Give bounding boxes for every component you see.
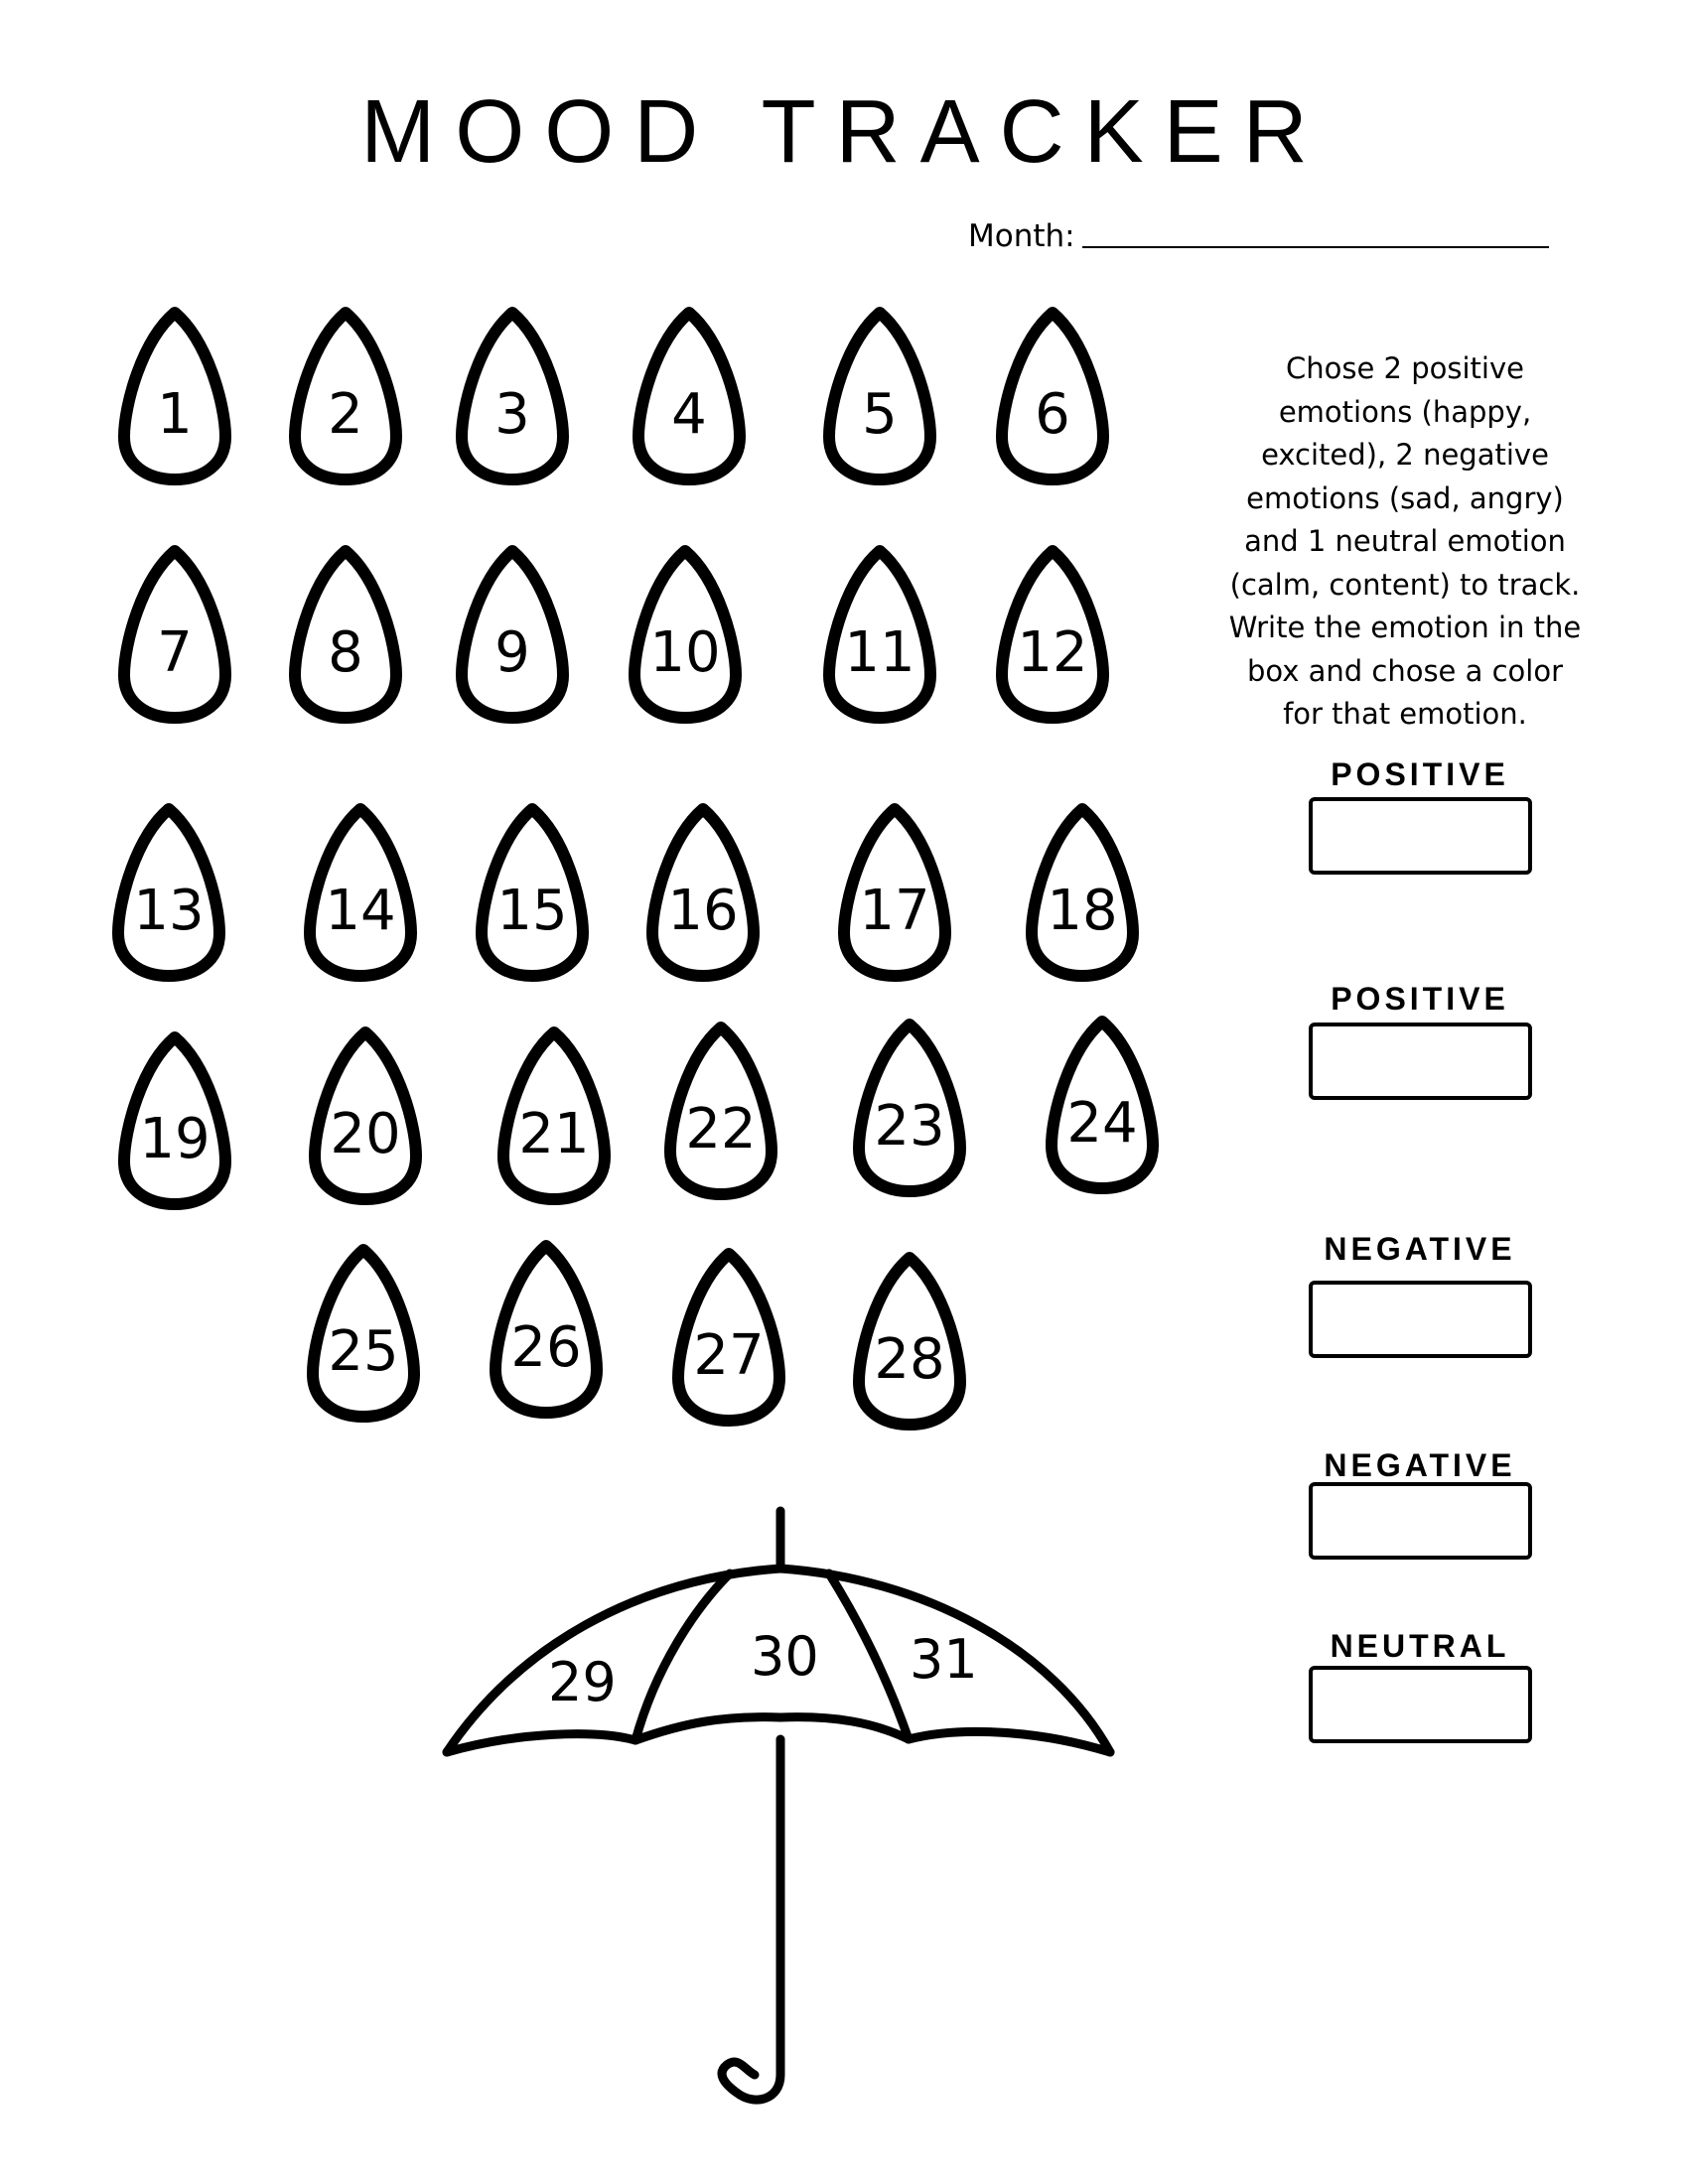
day-number: 30 <box>751 1625 819 1688</box>
day-number: 14 <box>325 879 396 943</box>
day-number: 19 <box>139 1107 211 1171</box>
category-label-positive-2: POSITIVE <box>1331 981 1509 1017</box>
day-number: 5 <box>862 382 898 447</box>
day-number: 10 <box>649 620 721 685</box>
day-number: 7 <box>157 620 193 685</box>
day-number: 13 <box>133 879 205 943</box>
day-number: 22 <box>685 1097 757 1161</box>
day-number: 23 <box>874 1094 945 1159</box>
day-number: 24 <box>1066 1091 1138 1156</box>
day-number: 8 <box>328 620 363 685</box>
instructions-text: Chose 2 positive emotions (happy, excited), 2 negative emotions (sad, angry) and 1 neutral emotion (calm, content) to track. Write the emotion in the box and chose a color for that emotion. <box>1228 351 1582 731</box>
day-number: 3 <box>494 382 530 447</box>
day-number: 2 <box>328 382 363 447</box>
page-title: MOOD TRACKER <box>360 82 1328 182</box>
day-number: 20 <box>330 1102 401 1166</box>
day-number: 25 <box>328 1319 399 1384</box>
category-label-negative-2: NEGATIVE <box>1324 1447 1516 1483</box>
day-number: 16 <box>667 879 739 943</box>
category-label-positive-1: POSITIVE <box>1331 756 1509 792</box>
day-number: 26 <box>510 1315 582 1380</box>
category-label-neutral: NEUTRAL <box>1330 1628 1510 1664</box>
day-number: 1 <box>157 382 193 447</box>
category-label-negative-1: NEGATIVE <box>1324 1231 1516 1267</box>
day-number: 12 <box>1017 620 1088 685</box>
day-number: 4 <box>671 382 707 447</box>
day-number: 9 <box>494 620 530 685</box>
day-number: 18 <box>1047 879 1118 943</box>
day-number: 6 <box>1035 382 1070 447</box>
day-number: 17 <box>859 879 930 943</box>
day-number: 27 <box>693 1323 765 1388</box>
day-number: 29 <box>548 1651 617 1713</box>
day-number: 11 <box>844 620 915 685</box>
day-number: 15 <box>496 879 568 943</box>
month-label: Month: <box>968 218 1075 254</box>
day-number: 21 <box>518 1102 590 1166</box>
day-number: 28 <box>874 1327 945 1392</box>
day-number: 31 <box>910 1628 978 1691</box>
